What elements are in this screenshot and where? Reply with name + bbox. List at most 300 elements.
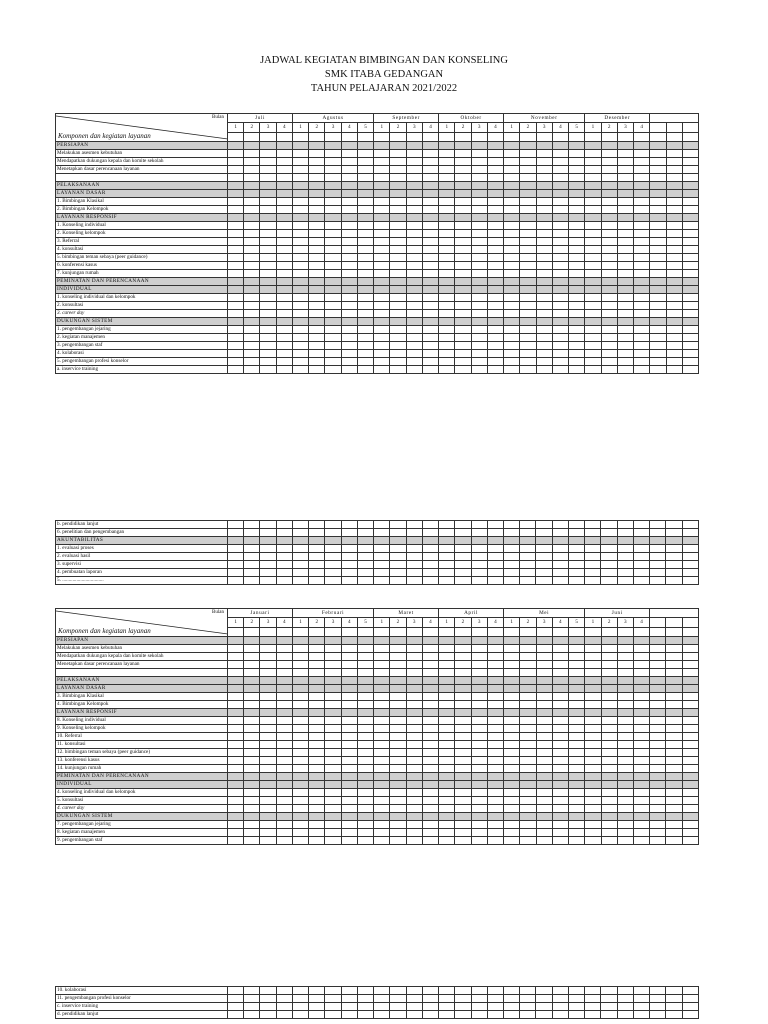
week-cell	[585, 302, 601, 310]
week-cell	[455, 749, 471, 757]
week-cell	[487, 837, 503, 845]
week-cell	[244, 733, 260, 741]
week-cell	[568, 685, 584, 693]
week-cell	[357, 789, 373, 797]
week-cell	[455, 262, 471, 270]
week-cell	[487, 645, 503, 653]
week-cell	[422, 701, 438, 709]
week-cell	[504, 685, 520, 693]
week-cell	[650, 693, 666, 701]
week-cell	[666, 561, 682, 569]
week-cell	[325, 278, 341, 286]
week-cell	[292, 749, 308, 757]
week-cell	[617, 741, 633, 749]
week-cell	[682, 561, 698, 569]
week-cell	[520, 545, 536, 553]
week-number: 1	[374, 123, 390, 132]
week-cell	[390, 1003, 406, 1011]
month-header: Agustus	[292, 114, 373, 123]
week-cell	[406, 987, 422, 995]
week-cell	[666, 995, 682, 1003]
week-cell	[244, 246, 260, 254]
week-cell	[633, 1011, 649, 1019]
week-cell	[471, 829, 487, 837]
empty-cell	[650, 627, 666, 636]
week-cell	[552, 545, 568, 553]
activity-label: Melakukan asesmen kebutuhan	[56, 645, 228, 653]
week-cell	[536, 294, 552, 302]
week-cell	[276, 1003, 292, 1011]
week-cell	[422, 278, 438, 286]
week-cell	[455, 569, 471, 577]
schedule-row	[56, 569, 699, 577]
week-cell	[276, 987, 292, 995]
week-cell	[260, 246, 276, 254]
week-cell	[536, 529, 552, 537]
week-cell	[536, 781, 552, 789]
week-cell	[520, 995, 536, 1003]
week-number: 4	[276, 123, 292, 132]
week-cell	[422, 334, 438, 342]
week-cell	[422, 222, 438, 230]
week-cell	[471, 238, 487, 246]
week-cell	[536, 553, 552, 561]
week-cell	[569, 270, 585, 278]
week-cell	[634, 142, 650, 150]
week-cell	[633, 757, 649, 765]
week-cell	[390, 653, 406, 661]
week-cell	[341, 182, 357, 190]
week-cell	[536, 685, 552, 693]
week-cell	[650, 577, 666, 585]
week-cell	[455, 717, 471, 725]
week-cell	[520, 789, 536, 797]
week-cell	[325, 286, 341, 294]
week-cell	[357, 781, 373, 789]
week-cell	[406, 685, 422, 693]
week-cell	[666, 725, 682, 733]
week-cell	[568, 661, 584, 669]
week-cell	[390, 278, 406, 286]
week-cell	[228, 837, 244, 845]
week-cell	[357, 142, 373, 150]
empty-cell	[374, 132, 390, 141]
week-cell	[585, 685, 601, 693]
week-cell	[520, 749, 536, 757]
week-cell	[504, 150, 520, 158]
section-heading: PELAKSANAAN	[56, 677, 228, 685]
week-cell	[536, 350, 552, 358]
week-cell	[341, 995, 357, 1003]
empty-cell	[650, 618, 666, 627]
week-cell	[601, 174, 617, 182]
week-cell	[552, 821, 568, 829]
week-cell	[568, 545, 584, 553]
week-cell	[650, 717, 666, 725]
week-cell	[520, 701, 536, 709]
activity-label	[56, 174, 228, 182]
week-cell	[617, 995, 633, 1003]
week-cell	[569, 230, 585, 238]
week-cell	[292, 198, 308, 206]
week-cell	[439, 262, 455, 270]
week-cell	[422, 789, 438, 797]
week-cell	[341, 701, 357, 709]
week-cell	[552, 150, 568, 158]
komponen-label: Komponen dan kegiatan layanan	[58, 627, 151, 635]
week-cell	[552, 230, 568, 238]
week-cell	[455, 246, 471, 254]
week-cell	[276, 577, 292, 585]
week-cell	[276, 725, 292, 733]
schedule-row	[56, 561, 699, 569]
week-cell	[276, 262, 292, 270]
week-cell	[601, 677, 617, 685]
week-cell	[601, 765, 617, 773]
week-cell	[650, 222, 666, 230]
week-cell	[617, 637, 633, 645]
week-cell	[325, 270, 341, 278]
week-cell	[520, 302, 536, 310]
week-cell	[666, 757, 682, 765]
week-cell	[292, 142, 308, 150]
week-cell	[341, 677, 357, 685]
week-number: 2	[601, 618, 617, 627]
week-number: 4	[422, 618, 438, 627]
week-cell	[244, 529, 260, 537]
schedule-row	[56, 222, 699, 230]
week-number: 1	[292, 618, 308, 627]
week-cell	[390, 717, 406, 725]
week-cell	[601, 781, 617, 789]
activity-label: 4. konseling individual dan kelompok	[56, 789, 228, 797]
week-cell	[422, 645, 438, 653]
week-cell	[276, 685, 292, 693]
week-cell	[682, 294, 698, 302]
week-cell	[536, 561, 552, 569]
week-cell	[439, 553, 455, 561]
week-cell	[292, 358, 308, 366]
week-cell	[471, 805, 487, 813]
week-cell	[260, 238, 276, 246]
week-cell	[309, 995, 325, 1003]
week-cell	[650, 158, 666, 166]
week-cell	[422, 214, 438, 222]
week-cell	[503, 987, 519, 995]
week-cell	[260, 829, 276, 837]
week-cell	[341, 685, 357, 693]
week-cell	[585, 987, 601, 995]
week-cell	[504, 829, 520, 837]
week-cell	[585, 813, 601, 821]
week-cell	[633, 537, 649, 545]
week-cell	[325, 342, 341, 350]
week-cell	[633, 765, 649, 773]
week-cell	[439, 789, 455, 797]
week-cell	[374, 521, 390, 529]
schedule-row	[56, 757, 699, 765]
week-cell	[325, 366, 341, 374]
week-cell	[471, 1011, 487, 1019]
week-cell	[455, 661, 471, 669]
week-cell	[585, 773, 601, 781]
week-cell	[357, 206, 373, 214]
week-cell	[617, 733, 633, 741]
week-cell	[520, 166, 536, 174]
week-cell	[520, 278, 536, 286]
week-cell	[276, 158, 292, 166]
week-cell	[228, 685, 244, 693]
section-heading: LAYANAN DASAR	[56, 190, 228, 198]
week-cell	[536, 198, 552, 206]
week-cell	[309, 725, 325, 733]
activity-label: 4. konsultasi	[56, 246, 228, 254]
week-cell	[244, 709, 260, 717]
week-cell	[276, 553, 292, 561]
week-cell	[292, 342, 308, 350]
week-cell	[374, 837, 390, 845]
week-cell	[455, 987, 471, 995]
week-cell	[536, 334, 552, 342]
week-cell	[520, 190, 536, 198]
week-cell	[634, 262, 650, 270]
week-cell	[650, 725, 666, 733]
week-cell	[585, 837, 601, 845]
week-cell	[228, 206, 244, 214]
week-cell	[682, 741, 698, 749]
schedule-row	[56, 677, 699, 685]
week-cell	[487, 166, 503, 174]
week-cell	[666, 741, 682, 749]
week-cell	[585, 262, 601, 270]
week-cell	[585, 294, 601, 302]
week-cell	[390, 545, 406, 553]
week-cell	[471, 310, 487, 318]
week-cell	[406, 310, 422, 318]
schedule-row	[56, 995, 699, 1003]
week-cell	[617, 358, 633, 366]
week-cell	[341, 537, 357, 545]
week-cell	[487, 318, 503, 326]
week-cell	[422, 773, 438, 781]
week-cell	[325, 577, 341, 585]
week-cell	[536, 521, 552, 529]
week-cell	[422, 342, 438, 350]
week-cell	[536, 821, 552, 829]
week-cell	[650, 637, 666, 645]
week-cell	[228, 182, 244, 190]
week-cell	[682, 987, 698, 995]
week-cell	[552, 342, 568, 350]
week-cell	[569, 350, 585, 358]
week-cell	[374, 529, 390, 537]
week-cell	[585, 190, 601, 198]
week-cell	[341, 637, 357, 645]
week-cell	[260, 198, 276, 206]
week-cell	[504, 182, 520, 190]
week-cell	[439, 318, 455, 326]
week-cell	[325, 773, 341, 781]
week-cell	[666, 238, 682, 246]
week-cell	[568, 577, 584, 585]
week-cell	[228, 805, 244, 813]
week-cell	[666, 821, 682, 829]
week-cell	[439, 717, 455, 725]
week-cell	[309, 553, 325, 561]
week-cell	[487, 749, 503, 757]
week-cell	[487, 545, 503, 553]
week-number: 3	[325, 123, 341, 132]
week-cell	[585, 749, 601, 757]
week-cell	[357, 709, 373, 717]
week-cell	[325, 701, 341, 709]
week-cell	[633, 709, 649, 717]
week-cell	[504, 302, 520, 310]
week-cell	[276, 318, 292, 326]
week-cell	[276, 717, 292, 725]
week-cell	[422, 246, 438, 254]
week-cell	[503, 561, 519, 569]
week-cell	[503, 521, 519, 529]
week-cell	[536, 577, 552, 585]
activity-label: 5. bimbingan teman sebaya (peer guidance)	[56, 254, 228, 262]
week-cell	[276, 669, 292, 677]
empty-cell	[552, 132, 568, 141]
week-cell	[634, 310, 650, 318]
schedule-row	[56, 286, 699, 294]
week-cell	[536, 545, 552, 553]
week-cell	[617, 222, 633, 230]
week-cell	[309, 521, 325, 529]
week-cell	[617, 797, 633, 805]
week-cell	[650, 521, 666, 529]
week-cell	[228, 781, 244, 789]
week-cell	[633, 693, 649, 701]
week-cell	[536, 150, 552, 158]
week-cell	[374, 813, 390, 821]
week-cell	[585, 286, 601, 294]
week-cell	[390, 693, 406, 701]
week-cell	[666, 653, 682, 661]
week-cell	[617, 773, 633, 781]
week-cell	[455, 1003, 471, 1011]
week-cell	[504, 222, 520, 230]
week-cell	[455, 278, 471, 286]
schedule-row	[56, 537, 699, 545]
week-cell	[601, 254, 617, 262]
week-cell	[487, 725, 503, 733]
week-cell	[504, 206, 520, 214]
schedule-row	[56, 1011, 699, 1019]
week-cell	[439, 669, 455, 677]
week-cell	[325, 709, 341, 717]
week-cell	[260, 813, 276, 821]
empty-cell	[292, 627, 308, 636]
week-cell	[325, 1011, 341, 1019]
week-cell	[634, 318, 650, 326]
month-header: April	[439, 609, 504, 618]
week-cell	[309, 781, 325, 789]
week-cell	[374, 733, 390, 741]
week-cell	[422, 569, 438, 577]
week-cell	[228, 821, 244, 829]
week-cell	[309, 326, 325, 334]
week-cell	[585, 529, 601, 537]
week-cell	[390, 733, 406, 741]
week-cell	[487, 693, 503, 701]
week-cell	[244, 773, 260, 781]
week-cell	[309, 987, 325, 995]
week-cell	[617, 829, 633, 837]
week-cell	[650, 765, 666, 773]
week-cell	[390, 829, 406, 837]
week-cell	[617, 821, 633, 829]
week-cell	[228, 1003, 244, 1011]
week-cell	[439, 206, 455, 214]
week-cell	[406, 158, 422, 166]
activity-label: 2. Bimbingan Kelompok	[56, 206, 228, 214]
week-cell	[390, 529, 406, 537]
week-cell	[585, 142, 601, 150]
week-cell	[617, 214, 633, 222]
week-cell	[406, 529, 422, 537]
week-cell	[406, 741, 422, 749]
activity-label: 4. kolaborasi	[56, 350, 228, 358]
month-header: September	[374, 114, 439, 123]
week-cell	[617, 278, 633, 286]
week-cell	[309, 653, 325, 661]
week-cell	[455, 553, 471, 561]
week-cell	[422, 653, 438, 661]
week-cell	[650, 677, 666, 685]
week-cell	[682, 286, 698, 294]
week-cell	[536, 182, 552, 190]
week-cell	[471, 765, 487, 773]
week-cell	[292, 246, 308, 254]
week-cell	[601, 521, 617, 529]
week-cell	[309, 230, 325, 238]
week-cell	[682, 569, 698, 577]
week-cell	[244, 1011, 260, 1019]
week-cell	[228, 318, 244, 326]
week-cell	[601, 661, 617, 669]
week-cell	[244, 294, 260, 302]
week-cell	[357, 230, 373, 238]
week-cell	[487, 637, 503, 645]
week-cell	[471, 222, 487, 230]
week-cell	[374, 1003, 390, 1011]
week-cell	[228, 829, 244, 837]
week-cell	[471, 174, 487, 182]
week-cell	[309, 214, 325, 222]
week-cell	[601, 366, 617, 374]
week-cell	[471, 158, 487, 166]
week-cell	[260, 537, 276, 545]
week-cell	[292, 230, 308, 238]
week-cell	[552, 537, 568, 545]
week-cell	[422, 995, 438, 1003]
week-cell	[666, 1011, 682, 1019]
empty-cell	[682, 123, 698, 132]
week-cell	[244, 238, 260, 246]
week-cell	[634, 206, 650, 214]
week-cell	[374, 789, 390, 797]
week-cell	[536, 286, 552, 294]
week-cell	[552, 733, 568, 741]
week-cell	[374, 254, 390, 262]
week-cell	[309, 545, 325, 553]
week-cell	[471, 529, 487, 537]
